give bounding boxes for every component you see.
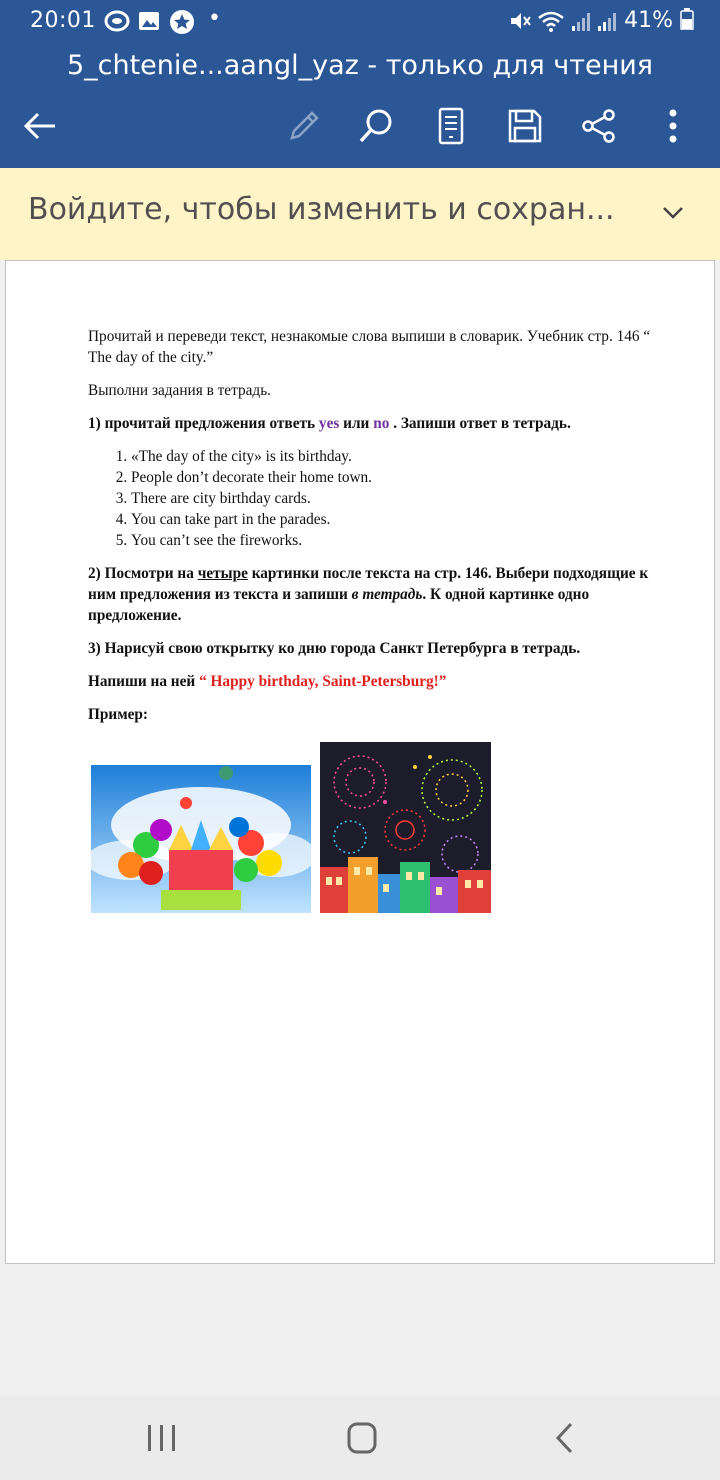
more-notifications-dot: • <box>208 6 221 31</box>
fireworks-city-image <box>320 742 491 913</box>
gallery-icon <box>137 9 161 33</box>
task-3: 3) Нарисуй свою открытку ко дню города Санкт Петербурга в тетрадь. <box>88 640 581 657</box>
greeting-quote: “ Happy birthday, Saint-Petersburg!” <box>199 673 447 690</box>
task-2-underlined: четыре <box>197 565 248 582</box>
task-1-prefix: 1) прочитай предложения ответь <box>88 415 319 432</box>
task-2-suffix: . К одной картинке одно предложение. <box>88 586 590 624</box>
wifi-icon <box>537 9 565 33</box>
list-item: 4. You can take part in the parades. <box>131 509 652 530</box>
share-button[interactable] <box>577 104 621 148</box>
battery-percent: 41% <box>624 8 673 33</box>
signal-1-icon <box>570 9 592 33</box>
task-1-or: или <box>343 415 370 432</box>
status-bar <box>0 0 720 44</box>
notification-app-icon <box>104 9 130 33</box>
back-button[interactable] <box>18 104 62 148</box>
list-item: 5. You can’t see the fireworks. <box>131 530 652 551</box>
recent-apps-icon[interactable] <box>142 1420 182 1456</box>
example-label: Пример: <box>88 706 149 723</box>
list-item: 1. «The day of the city» is its birthday. <box>131 446 652 467</box>
edit-button[interactable] <box>282 104 326 148</box>
more-options-button[interactable] <box>651 104 695 148</box>
signal-2-icon <box>596 9 618 33</box>
mute-icon <box>508 9 532 33</box>
task-2 <box>88 563 652 626</box>
sign-in-banner-text: Войдите, чтобы изменить и сохран... <box>28 192 615 227</box>
chevron-down-icon[interactable] <box>662 206 684 220</box>
list-item: 3. There are city birthday cards. <box>131 488 652 509</box>
task-1-suffix: . Запиши ответ в тетрадь. <box>393 415 571 432</box>
answer-no: no <box>373 415 390 432</box>
pencil-icon <box>286 108 322 144</box>
system-nav-bar <box>0 1396 720 1480</box>
status-battery-group <box>624 8 694 33</box>
intro-paragraph: Прочитай и переведи текст, незнакомые слова выпиши в словарик. Учебник стр. 146 “ The day of the city.” <box>88 328 651 366</box>
reading-view-icon <box>436 107 466 145</box>
task-2-prefix: 2) Посмотри на <box>88 565 198 582</box>
instruction-paragraph: Выполни задания в тетрадь. <box>88 382 271 399</box>
document-content <box>88 326 652 737</box>
app-header <box>0 0 720 168</box>
save-icon <box>507 108 543 144</box>
search-icon <box>357 107 395 145</box>
sign-in-banner[interactable] <box>0 168 720 260</box>
task-2-italic: в тетрадь <box>351 586 423 603</box>
answer-yes: yes <box>318 415 340 432</box>
task-2-middle: картинки после текста на стр. 146. Выбери подходящие к ним предложения из текста и запиши <box>88 565 649 603</box>
system-back-icon[interactable] <box>545 1420 585 1456</box>
more-vert-icon <box>668 109 678 143</box>
back-arrow-icon <box>22 111 58 141</box>
statement-list <box>88 446 652 551</box>
share-icon <box>581 108 617 144</box>
star-badge-icon <box>169 9 195 35</box>
home-icon[interactable] <box>342 1420 382 1456</box>
save-button[interactable] <box>503 104 547 148</box>
write-line <box>88 671 652 692</box>
search-button[interactable] <box>354 104 398 148</box>
battery-icon <box>680 8 694 30</box>
status-time: 20:01 <box>30 8 96 33</box>
write-prefix: Напиши на ней <box>88 673 200 690</box>
document-title: 5_chtenie...aangl_yaz - только для чтения <box>66 50 654 81</box>
balloons-castle-image <box>91 765 311 913</box>
reading-view-button[interactable] <box>429 104 473 148</box>
task-1 <box>88 413 652 434</box>
list-item: 2. People don’t decorate their home town. <box>131 467 652 488</box>
